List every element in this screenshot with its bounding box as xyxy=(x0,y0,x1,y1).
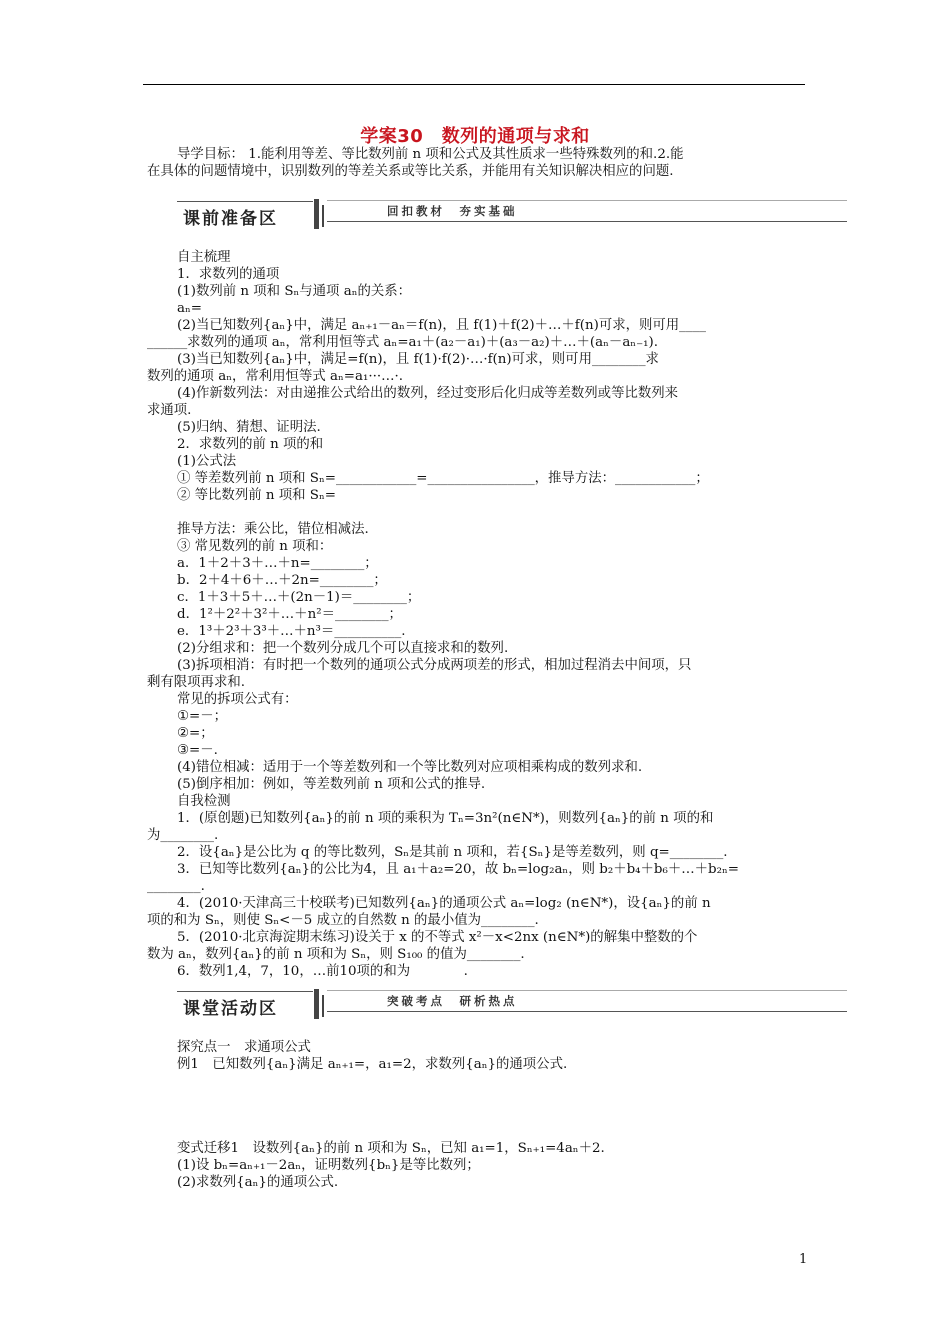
text-line: 自主梳理 xyxy=(177,250,231,265)
text-line: 2．求数列的前 n 项的和 xyxy=(177,437,324,452)
text-line: (1)公式法 xyxy=(177,454,237,469)
text-line: (3)拆项相消：有时把一个数列的通项公式分成两项差的形式，相加过程消去中间项，只 xyxy=(177,658,692,673)
text-line: 剩有限项再求和. xyxy=(147,675,245,690)
text-line: (5)倒序相加：例如，等差数列前 n 项和公式的推导. xyxy=(177,777,486,792)
text-line: 常见的拆项公式有： xyxy=(177,692,298,707)
text-line: 为________. xyxy=(147,828,219,843)
text-line: 例1 已知数列{aₙ}满足 aₙ₊₁=，a₁=2，求数列{aₙ}的通项公式. xyxy=(177,1057,568,1072)
text-line: ① 等差数列前 n 项和 Sₙ=____________=________________，推导方法：____________； xyxy=(177,471,709,486)
text-line: e．1³＋2³＋3³＋…＋n³＝__________. xyxy=(177,624,406,639)
text-line: d．1²＋2²＋3²＋…＋n²＝________； xyxy=(177,607,402,622)
text-line: ②=； xyxy=(177,726,214,741)
text-line: 2．设{aₙ}是公比为 q 的等比数列，Sₙ是其前 n 项和，若{Sₙ}是等差数列，则 q=________. xyxy=(177,845,728,860)
text-line: 项的和为 Sₙ，则使 Sₙ<－5 成立的自然数 n 的最小值为________. xyxy=(147,913,539,928)
text-line: (4)作新数列法：对由递推公式给出的数列，经过变形后化归成等差数列或等比数列来 xyxy=(177,386,679,401)
text-line: ①=－； xyxy=(177,709,228,724)
text-line: ________. xyxy=(147,879,205,894)
text-line: 1．求数列的通项 xyxy=(177,267,280,282)
text-line: 3．已知等比数列{aₙ}的公比为4，且 a₁＋a₂=20，故 bₙ=log₂aₙ，则 b₂＋b₄＋b₆＋…＋b₂ₙ= xyxy=(177,862,739,877)
text-line: ③ 常见数列的前 n 项和： xyxy=(177,539,333,554)
text-line: 变式迁移1 设数列{aₙ}的前 n 项和为 Sₙ，已知 a₁=1，Sₙ₊₁=4aₙ＋2. xyxy=(177,1141,605,1156)
text-line: (1)设 bₙ=aₙ₊₁－2aₙ，证明数列{bₙ}是等比数列； xyxy=(177,1158,480,1173)
text-line: (2)分组求和：把一个数列分成几个可以直接求和的数列. xyxy=(177,641,509,656)
text-line: (2)求数列{aₙ}的通项公式. xyxy=(177,1175,339,1190)
header-rule xyxy=(143,84,805,85)
text-line: (1)数列前 n 项和 Sₙ与通项 aₙ的关系： xyxy=(177,284,412,299)
banner-label: 课前准备区 xyxy=(183,209,278,229)
text-line: b．2＋4＋6＋…＋2n=________； xyxy=(177,573,387,588)
text-line: (5)归纳、猜想、证明法. xyxy=(177,420,321,435)
text-line: 5．(2010·北京海淀期末练习)设关于 x 的不等式 x²－x<2nx (n∈N*)的解集中整数的个 xyxy=(177,930,698,945)
text-line: (3)当已知数列{aₙ}中，满足=f(n)，且 f(1)·f(2)·…·f(n)可求，则可用________求 xyxy=(177,352,659,367)
text-line: 1．(原创题)已知数列{aₙ}的前 n 项的乘积为 Tₙ=3n²(n∈N*)，则数列{aₙ}的前 n 项的和 xyxy=(177,811,714,826)
text-line: 自我检测 xyxy=(177,794,231,809)
text-line: 探究点一 求通项公式 xyxy=(177,1040,311,1055)
intro-line: 导学目标： 1.能利用等差、等比数列前 n 项和公式及其性质求一些特殊数列的和.2.能 xyxy=(177,147,684,162)
text-line: (4)错位相减：适用于一个等差数列和一个等比数列对应项相乘构成的数列求和. xyxy=(177,760,643,775)
banner-label: 课堂活动区 xyxy=(183,999,278,1019)
page-title: 学案30 数列的通项与求和 xyxy=(360,126,590,147)
section-banner-prep xyxy=(177,199,847,231)
text-line: ② 等比数列前 n 项和 Sₙ= xyxy=(177,488,336,503)
text-line: ③=－. xyxy=(177,743,218,758)
text-line: ______求数列的通项 aₙ，常利用恒等式 aₙ=a₁＋(a₂－a₁)＋(a₃－a₂)＋…＋(aₙ－aₙ₋₁). xyxy=(147,335,659,350)
text-line: 推导方法：乘公比，错位相减法. xyxy=(177,522,369,537)
page-number: 1 xyxy=(799,1252,808,1267)
text-line: 数为 aₙ，数列{aₙ}的前 n 项和为 Sₙ，则 S₁₀₀ 的值为________. xyxy=(147,947,525,962)
text-line: (2)当已知数列{aₙ}中，满足 aₙ₊₁－aₙ＝f(n)，且 f(1)＋f(2)＋…＋f(n)可求，则可用____ xyxy=(177,318,706,333)
text-line: aₙ= xyxy=(177,301,202,316)
banner-subtitle: 突破考点 研析热点 xyxy=(387,994,518,1008)
text-line: a．1＋2＋3＋…＋n=________； xyxy=(177,556,378,571)
section-banner-class xyxy=(177,989,847,1021)
text-line: 6．数列1,4，7，10，…前10项的和为 . xyxy=(177,964,468,979)
text-line: c．1＋3＋5＋…＋(2n－1)＝________； xyxy=(177,590,421,605)
text-line: 求通项. xyxy=(147,403,192,418)
banner-subtitle: 回扣教材 夯实基础 xyxy=(387,204,518,218)
intro-line: 在具体的问题情境中，识别数列的等差关系或等比关系，并能用有关知识解决相应的问题. xyxy=(147,164,674,179)
text-line: 数列的通项 aₙ，常利用恒等式 aₙ=a₁···…·. xyxy=(147,369,403,384)
text-line: 4．(2010·天津高三十校联考)已知数列{aₙ}的通项公式 aₙ=log₂ (n∈N*)，设{aₙ}的前 n xyxy=(177,896,711,911)
